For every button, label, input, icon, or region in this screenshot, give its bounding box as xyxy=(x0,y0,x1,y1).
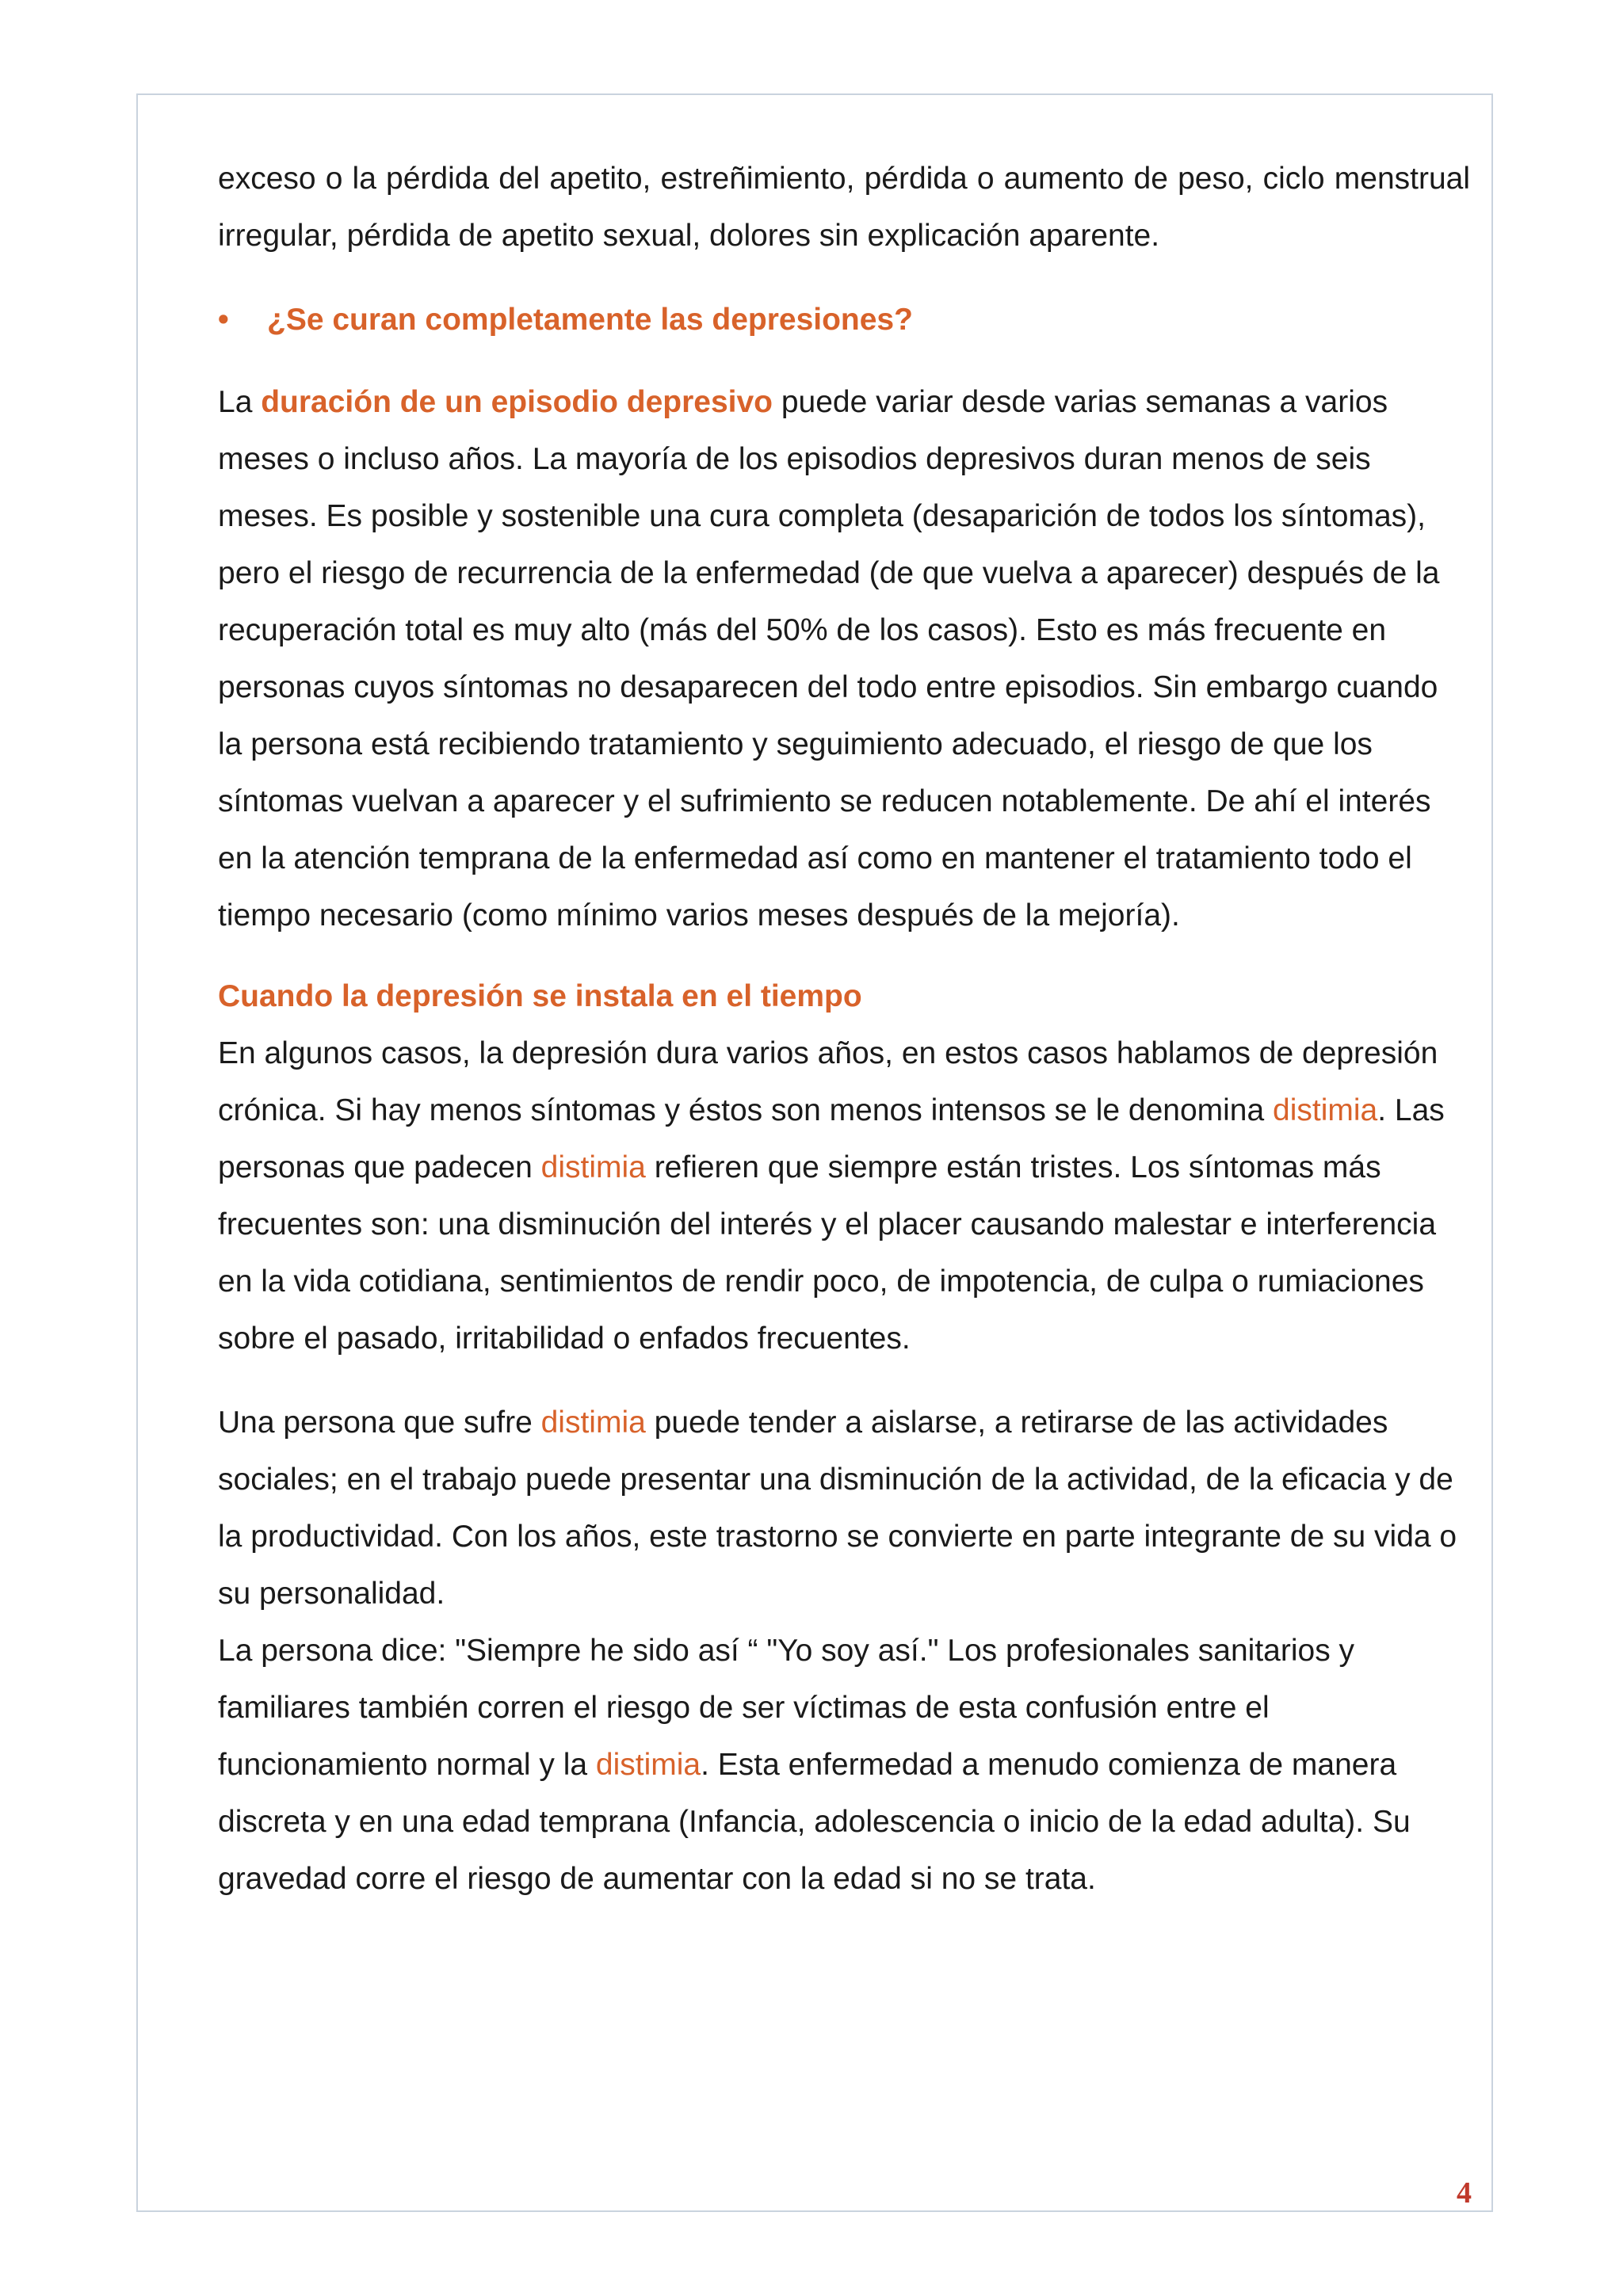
distimia-term: distimia xyxy=(540,1405,646,1440)
chronic-text-1: En algunos casos, la depresión dura varios años, en estos casos hablamos de depresión crónica. Si hay menos síntomas y éstos son menos intensos se le denomina xyxy=(218,1036,1438,1127)
distimia-term: distimia xyxy=(1273,1093,1378,1127)
question-heading xyxy=(218,292,1470,349)
distimia-term: distimia xyxy=(540,1150,646,1184)
chronic-paragraph xyxy=(218,1025,1470,1367)
quote-text-2: . Esta enfermedad a menudo comienza de manera discreta y en una edad temprana (Infancia, adolescencia o inicio de la edad adulta). Su gravedad corre el riesgo de aumentar con la edad si no se trata. xyxy=(218,1748,1411,1896)
duration-text: puede variar desde varias semanas a varios meses o incluso años. La mayoría de los episodios depresivos duran menos de seis meses. Es posible y sostenible una cura completa (desaparición de todos los síntomas), pero el riesgo de recurrencia de la enfermedad (de que vuelva a aparecer) después de la recuperación total es muy alto (más del 50% de los casos). Esto es más frecuente en personas cuyos síntomas no desaparecen del todo entre episodios. Sin embargo cuando la persona está recibiendo tratamiento y seguimiento adecuado, el riesgo de que los síntomas vuelvan a aparecer y el sufrimiento se reducen notablemente. De ahí el interés en la atención temprana de la enfermedad así como en mantener el tratamiento todo el tiempo necesario (como mínimo varios meses después de la mejoría). xyxy=(218,385,1440,933)
page-number: 4 xyxy=(1457,2176,1472,2210)
question-heading-text: ¿Se curan completamente las depresiones? xyxy=(267,303,913,337)
isolation-text-1: Una persona que sufre xyxy=(218,1405,541,1440)
duration-lead: La xyxy=(218,385,262,419)
intro-text: exceso o la pérdida del apetito, estreñimiento, pérdida o aumento de peso, ciclo menstrual irregular, pérdida de apetito sexual, dolores sin explicación aparente. xyxy=(218,162,1470,253)
isolation-paragraph xyxy=(218,1394,1470,1623)
bullet-icon: • xyxy=(218,303,229,337)
duration-paragraph xyxy=(218,374,1470,944)
section-heading: Cuando la depresión se instala en el tiempo xyxy=(218,979,862,1013)
quote-text-1: La persona dice: "Siempre he sido así “ "Yo soy así." Los profesionales sanitarios y familiares también corren el riesgo de ser víctimas de esta confusión entre el funcionamiento normal y la xyxy=(218,1634,1355,1782)
chronic-text-3: refieren que siempre están tristes. Los síntomas más frecuentes son: una disminución del interés y el placer causando malestar e interferencia en la vida cotidiana, sentimientos de rendir poco, de impotencia, de culpa o rumiaciones sobre el pasado, irritabilidad o enfados frecuentes. xyxy=(218,1150,1437,1356)
duration-highlight: duración de un episodio depresivo xyxy=(261,385,773,419)
document-body xyxy=(218,151,1470,1908)
chronic-text-2: . Las personas que padecen xyxy=(218,1093,1445,1184)
intro-paragraph xyxy=(218,151,1470,265)
distimia-term: distimia xyxy=(595,1748,701,1782)
isolation-text-2: puede tender a aislarse, a retirarse de las actividades sociales; en el trabajo puede presentar una disminución de la actividad, de la eficacia y de la productividad. Con los años, este trastorno se convierte en parte integrante de su vida o su personalidad. xyxy=(218,1405,1457,1611)
quote-paragraph xyxy=(218,1623,1470,1908)
